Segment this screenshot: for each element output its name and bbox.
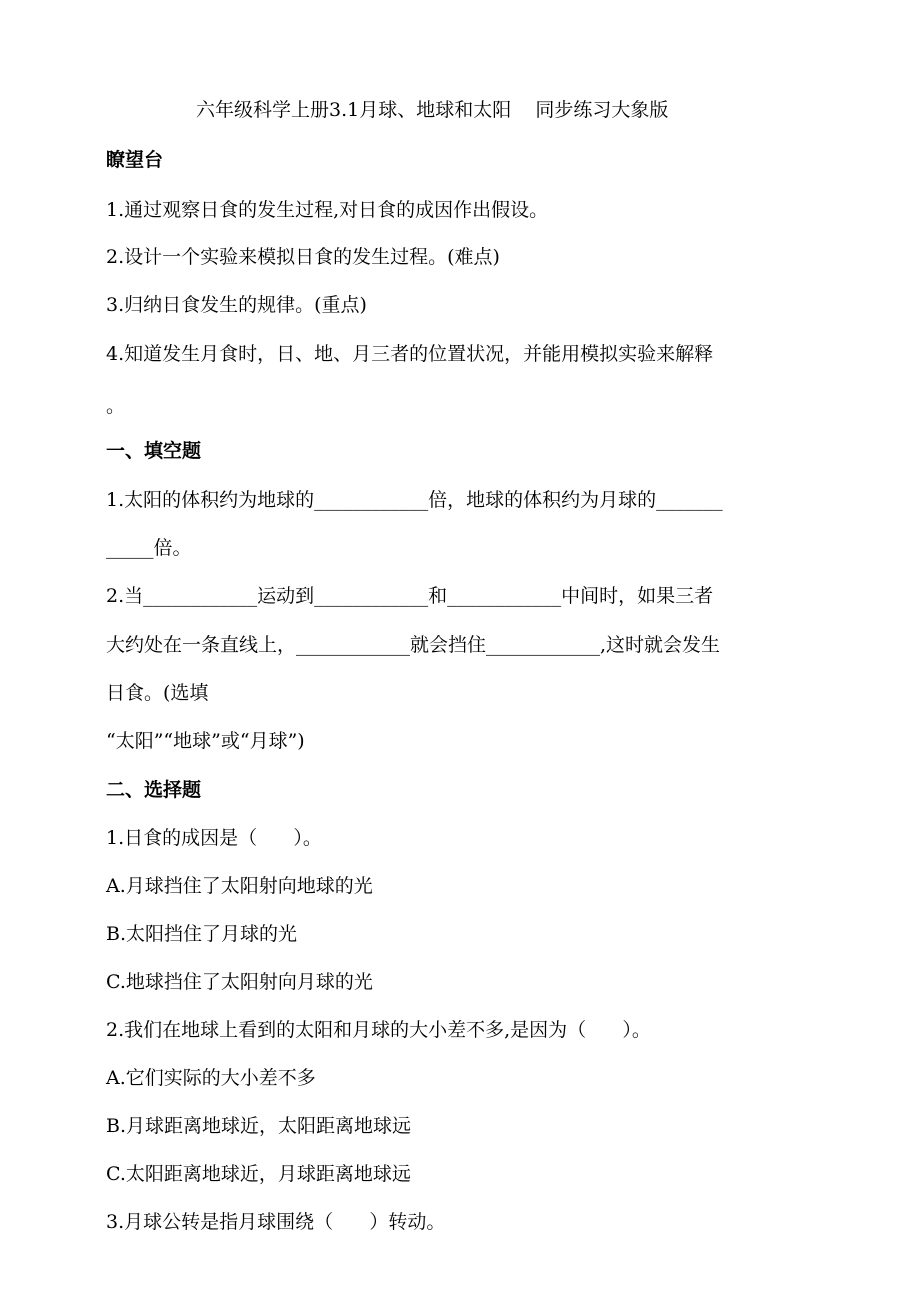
lookout-item-2: 2.设计一个实验来模拟日食的发生过程。(难点) bbox=[106, 246, 500, 268]
choice-option-1a: A.月球挡住了太阳射向地球的光 bbox=[106, 875, 373, 897]
section-heading-fill-blank: 一、填空题 bbox=[106, 440, 202, 462]
choice-question-2: 2.我们在地球上看到的太阳和月球的大小差不多,是因为（ ）。 bbox=[106, 1019, 651, 1041]
section-heading-choice: 二、选择题 bbox=[106, 779, 202, 801]
section-heading-lookout: 瞭望台 bbox=[106, 149, 164, 171]
choice-option-2b: B.月球距离地球近，太阳距离地球远 bbox=[106, 1115, 412, 1137]
lookout-item-3: 3.归纳日食发生的规律。(重点) bbox=[106, 294, 367, 316]
choice-question-3: 3.月球公转是指月球围绕（ ）转动。 bbox=[106, 1211, 446, 1233]
fill-blank-line-1: 1.太阳的体积约为地球的____________倍，地球的体积约为月球的_______ bbox=[106, 489, 723, 511]
fill-blank-line-4: 大约处在一条直线上，____________就会挡住____________,这时就会发生 bbox=[106, 634, 721, 656]
choice-question-1: 1.日食的成因是（ ）。 bbox=[106, 827, 322, 849]
fill-blank-line-2: _____倍。 bbox=[106, 537, 192, 559]
fill-blank-line-3: 2.当____________运动到____________和____________中间时，如果三者 bbox=[106, 585, 714, 607]
choice-option-1b: B.太阳挡住了月球的光 bbox=[106, 923, 298, 945]
lookout-item-4: 4.知道发生月食时，日、地、月三者的位置状况，并能用模拟实验来解释 bbox=[106, 343, 714, 365]
choice-option-2a: A.它们实际的大小差不多 bbox=[106, 1067, 316, 1089]
lookout-item-1: 1.通过观察日食的发生过程,对日食的成因作出假设。 bbox=[106, 199, 549, 221]
document-title: 六年级科学上册3.1月球、地球和太阳 同步练习大象版 bbox=[196, 99, 669, 121]
lookout-item-4-continued: 。 bbox=[106, 395, 126, 417]
fill-blank-line-5: 日食。(选填 bbox=[106, 682, 209, 704]
choice-option-2c: C.太阳距离地球近，月球距离地球远 bbox=[106, 1163, 411, 1185]
fill-blank-line-6: “太阳”“地球”或“月球”) bbox=[106, 730, 305, 752]
choice-option-1c: C.地球挡住了太阳射向月球的光 bbox=[106, 971, 373, 993]
